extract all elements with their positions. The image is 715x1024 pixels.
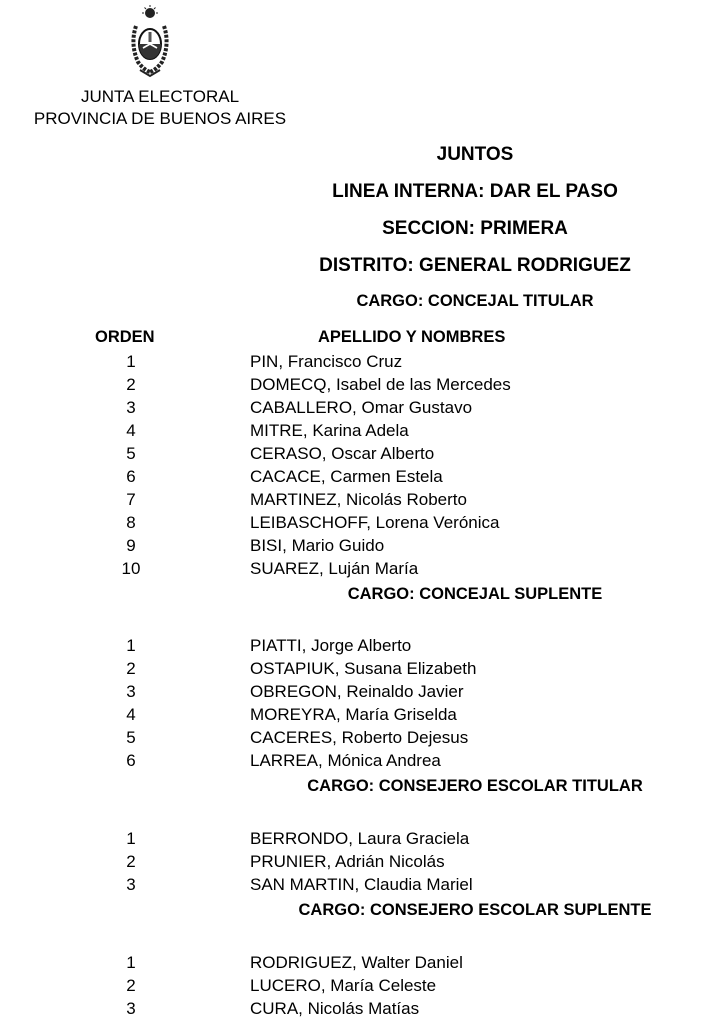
institution-line-1: JUNTA ELECTORAL [80, 87, 240, 106]
cargo-heading: CARGO: CONCEJAL SUPLENTE [347, 585, 603, 603]
candidate-row [0, 873, 715, 896]
institution-name [0, 86, 320, 130]
candidate-name: PIN, Francisco Cruz [250, 352, 403, 371]
candidate-row [0, 511, 715, 534]
candidate-row [0, 951, 715, 974]
candidate-row [0, 419, 715, 442]
candidate-name: CACERES, Roberto Dejesus [250, 728, 469, 747]
candidate-name: BISI, Mario Guido [250, 536, 385, 555]
candidate-row [0, 749, 715, 772]
order-number: 2 [126, 976, 136, 995]
cargo-heading: CARGO: CONCEJAL TITULAR [356, 292, 594, 310]
party-name: JUNTOS [436, 144, 514, 165]
internal-line: LINEA INTERNA: DAR EL PASO [332, 181, 618, 202]
candidate-name: BERRONDO, Laura Graciela [250, 829, 470, 848]
order-number: 4 [126, 421, 136, 440]
order-number: 10 [121, 559, 141, 578]
section-label: SECCION: PRIMERA [382, 218, 568, 239]
order-number: 1 [126, 829, 136, 848]
candidate-name: DOMECQ, Isabel de las Mercedes [250, 375, 511, 394]
candidate-name: CABALLERO, Omar Gustavo [250, 398, 473, 417]
column-header-names: APELLIDO Y NOMBRES [318, 328, 506, 346]
candidate-name: CERASO, Oscar Alberto [250, 444, 435, 463]
cargo-heading: CARGO: CONSEJERO ESCOLAR SUPLENTE [298, 901, 652, 919]
candidate-name: MOREYRA, María Griselda [250, 705, 457, 724]
candidate-row [0, 534, 715, 557]
candidate-row [0, 657, 715, 680]
candidate-row [0, 850, 715, 873]
order-number: 4 [126, 705, 136, 724]
candidate-row [0, 488, 715, 511]
order-number: 2 [126, 852, 136, 871]
candidate-name: LUCERO, María Celeste [250, 976, 437, 995]
candidate-row [0, 465, 715, 488]
order-number: 3 [126, 398, 136, 417]
candidate-name: SUAREZ, Luján María [250, 559, 419, 578]
candidate-row [0, 997, 715, 1020]
institution-line-2: PROVINCIA DE BUENOS AIRES [33, 109, 287, 128]
order-number: 7 [126, 490, 136, 509]
candidate-name: OSTAPIUK, Susana Elizabeth [250, 659, 477, 678]
candidate-row [0, 373, 715, 396]
candidate-name: OBREGON, Reinaldo Javier [250, 682, 464, 701]
order-number: 2 [126, 659, 136, 678]
candidate-row [0, 442, 715, 465]
candidate-row [0, 827, 715, 850]
order-number: 3 [126, 682, 136, 701]
order-number: 1 [126, 953, 136, 972]
district-label: DISTRITO: GENERAL RODRIGUEZ [319, 255, 631, 276]
order-number: 8 [126, 513, 136, 532]
order-number: 5 [126, 444, 136, 463]
order-number: 6 [126, 751, 136, 770]
candidate-row [0, 634, 715, 657]
order-number: 3 [126, 875, 136, 894]
candidate-name: SAN MARTIN, Claudia Mariel [250, 875, 473, 894]
column-header-order: ORDEN [95, 328, 155, 346]
candidate-row [0, 703, 715, 726]
cargo-heading: CARGO: CONSEJERO ESCOLAR TITULAR [307, 777, 643, 795]
order-number: 6 [126, 467, 136, 486]
candidate-name: MITRE, Karina Adela [250, 421, 409, 440]
candidate-name: CURA, Nicolás Matías [250, 999, 420, 1018]
candidate-row [0, 396, 715, 419]
candidate-row [0, 350, 715, 373]
order-number: 9 [126, 536, 136, 555]
order-number: 2 [126, 375, 136, 394]
order-number: 1 [126, 352, 136, 371]
coat-of-arms-seal [128, 4, 172, 78]
candidate-name: MARTINEZ, Nicolás Roberto [250, 490, 467, 509]
candidate-name: PRUNIER, Adrián Nicolás [250, 852, 445, 871]
candidate-row [0, 557, 715, 580]
candidate-row [0, 726, 715, 749]
candidate-row [0, 974, 715, 997]
candidate-name: PIATTI, Jorge Alberto [250, 636, 412, 655]
candidate-name: LEIBASCHOFF, Lorena Verónica [250, 513, 500, 532]
candidate-name: CACACE, Carmen Estela [250, 467, 443, 486]
candidate-row [0, 680, 715, 703]
order-number: 1 [126, 636, 136, 655]
candidate-name: LARREA, Mónica Andrea [250, 751, 441, 770]
order-number: 5 [126, 728, 136, 747]
candidate-name: RODRIGUEZ, Walter Daniel [250, 953, 463, 972]
order-number: 3 [126, 999, 136, 1018]
